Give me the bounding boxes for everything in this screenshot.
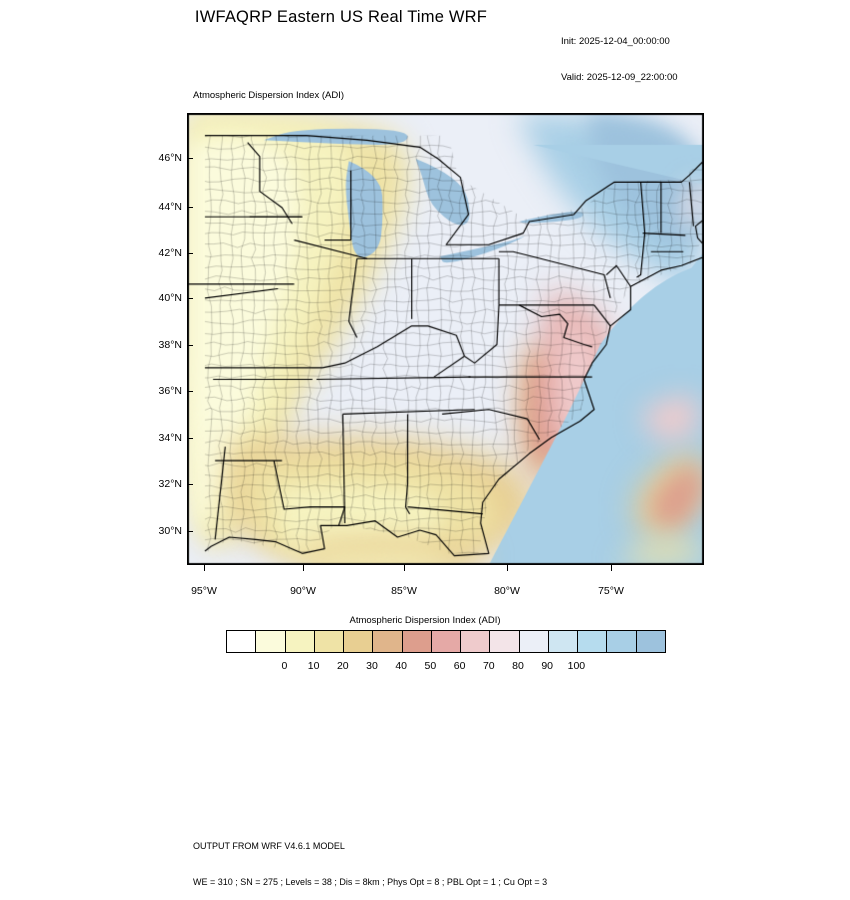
colorbar-swatch-13 [607,631,636,652]
model-config-line: WE = 310 ; SN = 275 ; Levels = 38 ; Dis = 8km ; Phys Opt = 8 ; PBL Opt = 1 ; Cu Opt = 3 [193,877,548,887]
model-output-info [193,816,547,900]
valid-time: Valid: 2025-12-09_22:00:00 [561,72,678,83]
y-tick-6 [187,438,193,439]
colorbar-tick-2: 20 [336,660,349,672]
map-plot-area[interactable] [187,113,704,565]
y-tick-label-8: 30°N [158,525,182,537]
colorbar-title: Atmospheric Dispersion Index (ADI) [349,615,501,626]
y-tick-label-3: 40°N [158,292,182,304]
init-time: Init: 2025-12-04_00:00:00 [561,36,670,47]
y-tick-label-6: 34°N [158,432,182,444]
y-tick-8 [187,531,193,532]
colorbar-tick-5: 50 [424,660,437,672]
colorbar-swatch-3 [315,631,344,652]
colorbar-tick-8: 80 [512,660,524,672]
map-canvas[interactable] [188,114,703,564]
x-tick-label-3: 80°W [494,585,520,597]
colorbar-tick-3: 30 [366,660,378,672]
colorbar-swatch-2 [286,631,315,652]
x-tick-label-4: 75°W [598,585,624,597]
colorbar-tick-10: 100 [567,660,586,672]
colorbar-swatch-7 [432,631,461,652]
x-tick-2 [404,565,405,571]
x-tick-1 [303,565,304,571]
x-tick-label-2: 85°W [391,585,417,597]
y-tick-4 [187,345,193,346]
colorbar-swatch-14 [637,631,665,652]
y-tick-1 [187,207,193,208]
run-time-info [561,12,678,96]
colorbar-swatch-12 [578,631,607,652]
y-tick-5 [187,391,193,392]
colorbar-swatch-5 [373,631,402,652]
x-tick-0 [204,565,205,571]
plot-title: Atmospheric Dispersion Index (ADI) [193,90,344,101]
y-tick-7 [187,484,193,485]
colorbar-tick-6: 60 [453,660,466,672]
y-tick-3 [187,298,193,299]
x-tick-label-1: 90°W [290,585,316,597]
y-tick-label-4: 38°N [158,339,182,351]
colorbar-tick-4: 40 [395,660,408,672]
colorbar-swatch-8 [461,631,490,652]
colorbar-swatch-11 [549,631,578,652]
colorbar-swatch-1 [256,631,285,652]
model-version-line: OUTPUT FROM WRF V4.6.1 MODEL [193,841,345,851]
y-tick-label-2: 42°N [158,247,182,259]
colorbar-swatch-9 [490,631,519,652]
y-tick-label-1: 44°N [158,201,182,213]
colorbar-tick-0: 0 [281,660,288,672]
x-tick-4 [611,565,612,571]
colorbar-tick-labels [226,660,666,674]
colorbar-tick-1: 10 [307,660,320,672]
y-tick-label-0: 46°N [158,152,182,164]
colorbar-swatch-0 [227,631,256,652]
y-tick-0 [187,158,193,159]
colorbar-tick-7: 70 [482,660,495,672]
page-title: IWFAQRP Eastern US Real Time WRF [194,8,488,26]
colorbar[interactable] [226,630,666,653]
colorbar-swatch-6 [403,631,432,652]
y-tick-label-5: 36°N [158,385,182,397]
colorbar-swatch-4 [344,631,373,652]
x-tick-3 [507,565,508,571]
y-tick-label-7: 32°N [158,478,182,490]
x-tick-label-0: 95°W [191,585,217,597]
y-tick-2 [187,253,193,254]
colorbar-tick-9: 90 [541,660,554,672]
colorbar-swatch-10 [520,631,549,652]
